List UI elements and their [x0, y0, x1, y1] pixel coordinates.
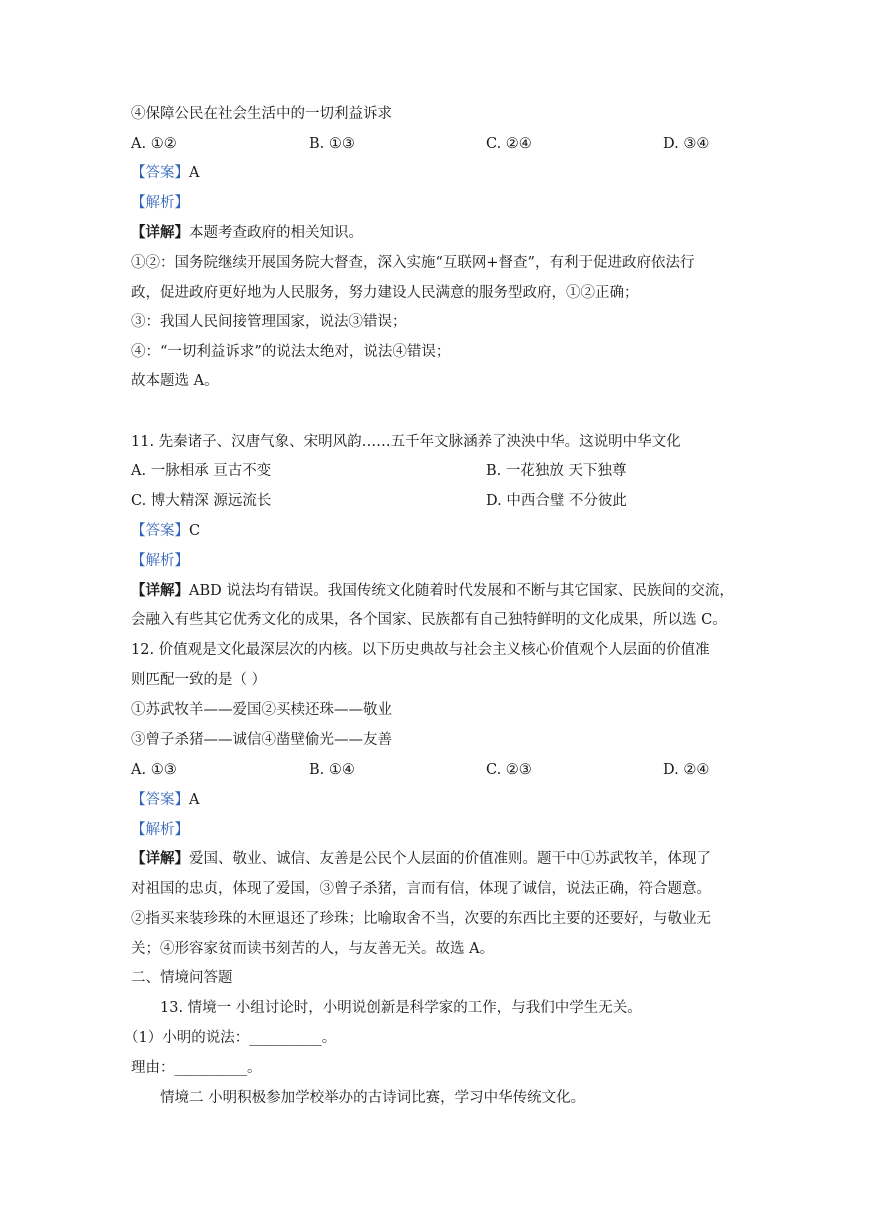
q11-option-b: B. 一花独放 天下独尊 [486, 463, 627, 479]
q10-detail-line: ④：“一切利益诉求”的说法太绝对，说法④错误； [131, 344, 451, 360]
q12-detail-line: 对祖国的忠贞，体现了爱国，③曾子杀猪，言而有信，体现了诚信，说法正确，符合题意。 [131, 881, 711, 897]
q10-option-b: B. ①③ [309, 136, 355, 152]
detail-tag: 【详解】 [131, 582, 189, 599]
q12-option-a: A. ①③ [131, 762, 177, 778]
answer-tag: 【答案】 [131, 792, 189, 808]
q12-stem: 则匹配一致的是（ ） [131, 672, 267, 688]
answer-value: A [189, 792, 200, 808]
q13-sub-question-1: （1）小明的说法：__________。 [124, 1030, 337, 1046]
q11-stem: 11. 先秦诸子、汉唐气象、宋明风韵……五千年文脉涵养了泱泱中华。这说明中华文化 [131, 434, 681, 450]
detail-tag: 【详解】 [131, 850, 189, 867]
detail-tag: 【详解】 [131, 224, 189, 241]
q10-analysis-tag: 【解析】 [131, 195, 189, 211]
q10-item4: ④保障公民在社会生活中的一切利益诉求 [131, 106, 392, 122]
q12-option-c: C. ②③ [486, 762, 532, 778]
q12-item: ①苏武牧羊——爱国②买椟还珠——敬业 [131, 702, 392, 718]
q13-scenario-1: 13. 情境一 小组讨论时，小明说创新是科学家的工作，与我们中学生无关。 [160, 1000, 642, 1016]
q11-option-a: A. 一脉相承 亘古不变 [131, 463, 272, 479]
q10-option-d: D. ③④ [663, 136, 710, 152]
section-heading: 二、情境问答题 [131, 970, 233, 986]
q10-detail-line: ③：我国人民间接管理国家，说法③错误； [131, 314, 407, 330]
q12-option-d: D. ②④ [663, 762, 710, 778]
q10-detail [131, 223, 363, 243]
q13-scenario-2: 情境二 小明积极参加学校举办的古诗词比赛，学习中华传统文化。 [160, 1090, 586, 1106]
q11-detail [131, 581, 734, 601]
answer-tag: 【答案】 [131, 523, 189, 539]
q12-answer [131, 790, 199, 810]
q10-detail-line: 政，促进政府更好地为人民服务，努力建设人民满意的服务型政府，①②正确； [131, 285, 639, 301]
answer-value: A [189, 165, 200, 181]
q12-analysis-tag: 【解析】 [131, 822, 189, 838]
q11-answer [131, 521, 200, 541]
q11-option-c: C. 博大精深 源远流长 [131, 493, 272, 509]
answer-tag: 【答案】 [131, 165, 189, 181]
q12-option-b: B. ①④ [309, 762, 355, 778]
detail-text: 本题考查政府的相关知识。 [189, 225, 363, 241]
q10-detail-line: 故本题选 A。 [131, 373, 219, 389]
q12-stem: 12. 价值观是文化最深层次的内核。以下历史典故与社会主义核心价值观个人层面的价值准 [131, 642, 710, 658]
q12-detail-line: ②指买来装珍珠的木匣退还了珍珠；比喻取舍不当，次要的东西比主要的还要好，与敬业无 [131, 911, 711, 927]
detail-text: ABD 说法均有错误。我国传统文化随着时代发展和不断与其它国家、民族间的交流， [189, 583, 734, 599]
q10-answer [131, 163, 199, 183]
q11-analysis-tag: 【解析】 [131, 553, 189, 569]
q11-detail-line: 会融入有些其它优秀文化的成果，各个国家、民族都有自己独特鲜明的文化成果，所以选 C。 [131, 612, 727, 628]
q10-detail-line: ①②：国务院继续开展国务院大督查，深入实施“互联网+督查”，有利于促进政府依法行 [131, 255, 695, 271]
q12-item: ③曾子杀猪——诚信④凿壁偷光——友善 [131, 732, 392, 748]
q10-option-c: C. ②④ [486, 136, 532, 152]
q11-option-d: D. 中西合璧 不分彼此 [486, 493, 627, 509]
q12-detail [131, 849, 711, 869]
q12-detail-line: 关；④形容家贫而读书刻苦的人，与友善无关。故选 A。 [131, 941, 495, 957]
q10-option-a: A. ①② [131, 136, 177, 152]
answer-value: C [189, 523, 201, 539]
detail-text: 爱国、敬业、诚信、友善是公民个人层面的价值准则。题干中①苏武牧羊，体现了 [189, 851, 711, 867]
q13-reason: 理由：__________。 [131, 1060, 262, 1076]
